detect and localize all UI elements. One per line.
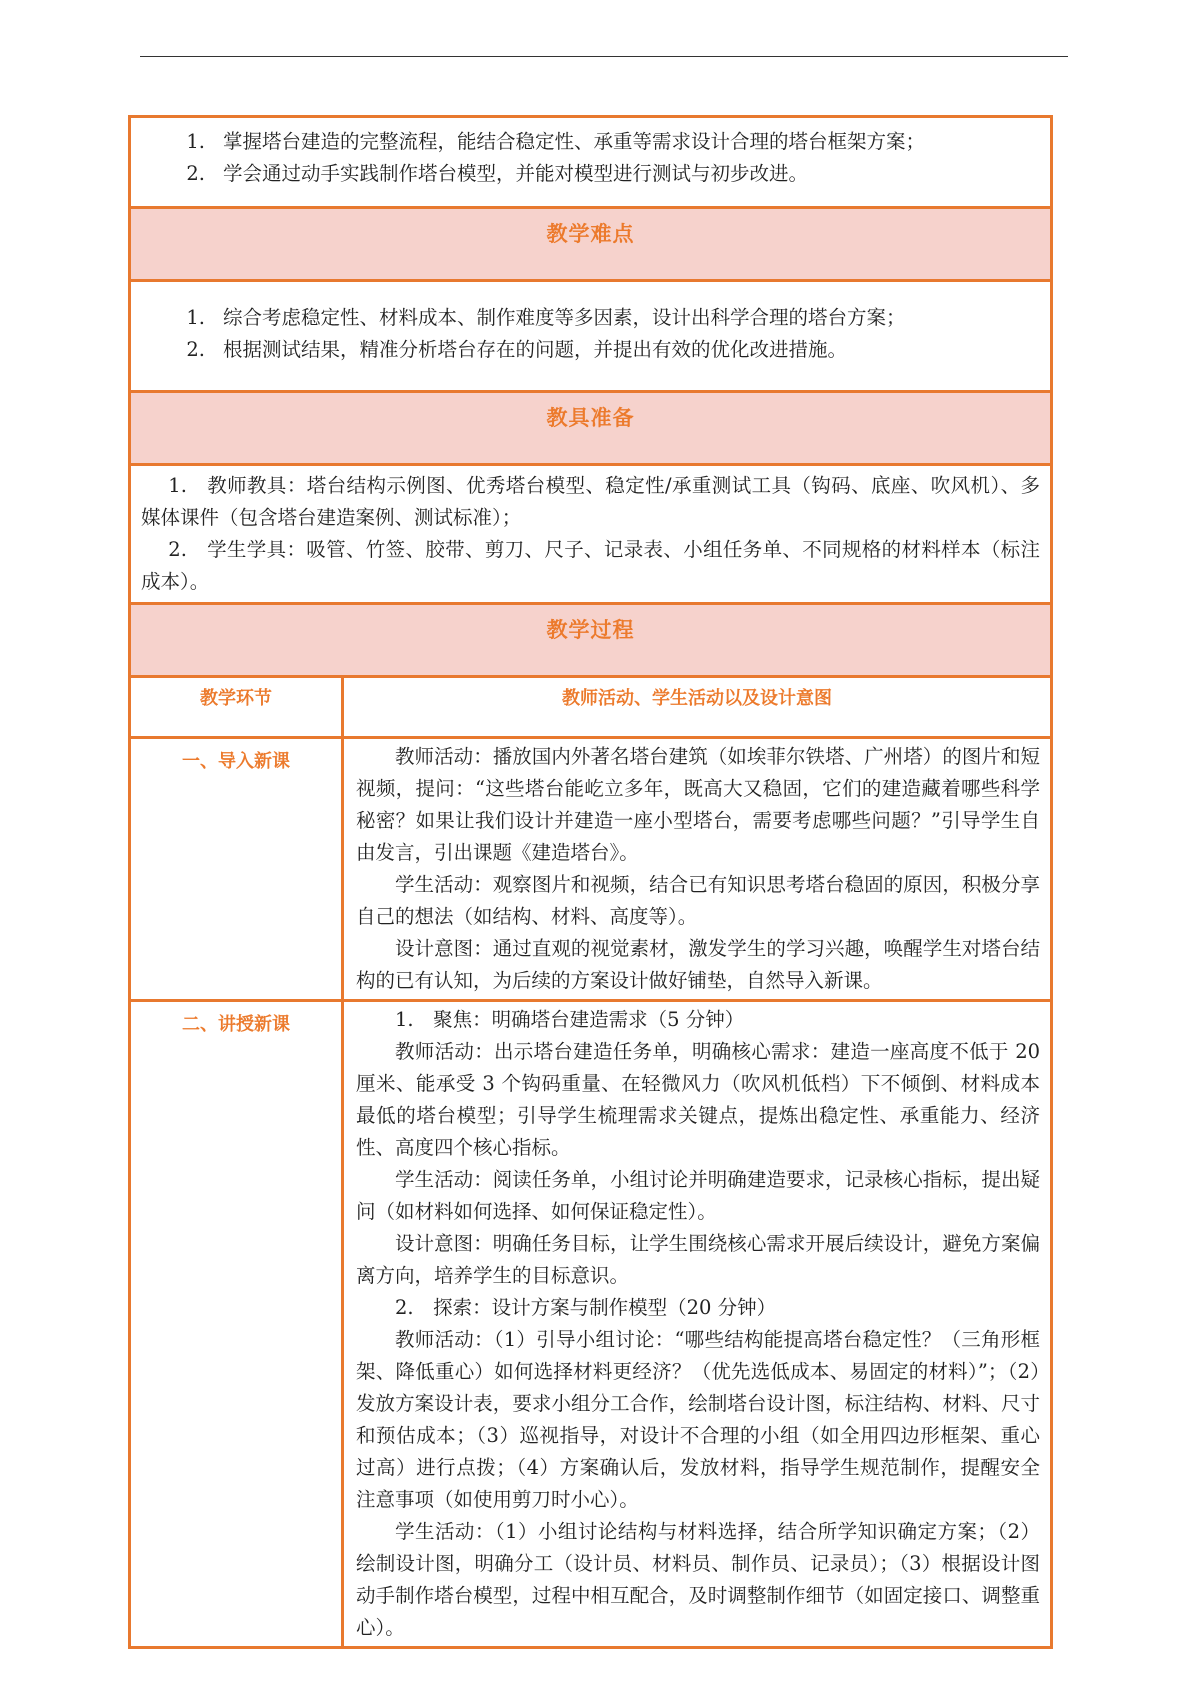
- item-number: 2.: [186, 162, 205, 185]
- teacher-activity: 教师活动：播放国内外著名塔台建筑（如埃菲尔铁塔、广州塔）的图片和短视频，提问：“这些塔台能屹立多年，既高大又稳固，它们的建造藏着哪些科学秘密？如果让我们设计并建造一座小型塔台，需要考虑哪些问题？”引导学生自由发言，引出课题《建造塔台》。: [356, 745, 1041, 864]
- design-intent: 设计意图：通过直观的视觉素材，激发学生的学习兴趣，唤醒学生对塔台结构的已有认知，为后续的方案设计做好铺垫，自然导入新课。: [356, 937, 1041, 992]
- stage-label: 一、导入新课: [130, 738, 343, 1001]
- subsection-heading: 2. 探索：设计方案与制作模型（20 分钟）: [395, 1296, 777, 1319]
- key-points-row: [130, 117, 1052, 208]
- item-number: 2.: [186, 338, 205, 361]
- tools-teacher: 1. 教师教具：塔台结构示例图、优秀塔台模型、稳定性/承重测试工具（钩码、底座、吹风机）、多媒体课件（包含塔台建造案例、测试标准）；: [141, 474, 1041, 529]
- stage-label: 二、讲授新课: [130, 1001, 343, 1648]
- design-intent: 设计意图：明确任务目标，让学生围绕核心需求开展后续设计，避免方案偏离方向，培养学生的目标意识。: [356, 1232, 1041, 1287]
- key-points-list: [130, 117, 1052, 208]
- list-item: [143, 126, 1038, 158]
- item-number: 1.: [186, 130, 205, 153]
- teacher-activity: 教师活动：出示塔台建造任务单，明确核心需求：建造一座高度不低于 20 厘米、能承受 3 个钩码重量、在轻微风力（吹风机低档）下不倾倒、材料成本最低的塔台模型；引导学生梳理需求关键点，提炼出稳定性、承重能力、经济性、高度四个核心指标。: [356, 1040, 1041, 1159]
- subsection-heading: 1. 聚焦：明确塔台建造需求（5 分钟）: [395, 1008, 745, 1031]
- section-title-tools: 教具准备: [130, 392, 1052, 465]
- student-activity: 学生活动：（1）小组讨论结构与材料选择，结合所学知识确定方案；（2）绘制设计图，明确分工（设计员、材料员、制作员、记录员）；（3）根据设计图动手制作塔台模型，过程中相互配合，及时调整制作细节（如固定接口、调整重心）。: [356, 1520, 1041, 1639]
- section-title-difficulties: 教学难点: [130, 208, 1052, 281]
- section-title-process: 教学过程: [130, 604, 1052, 677]
- list-item: [143, 302, 1038, 334]
- lesson-plan-table: [128, 115, 1053, 1649]
- table-row: [130, 738, 1052, 1001]
- stage-content: [343, 1001, 1052, 1648]
- column-header-stage: 教学环节: [130, 677, 343, 738]
- difficulties-list: [130, 281, 1052, 392]
- stage-content: [343, 738, 1052, 1001]
- list-item: [143, 334, 1038, 366]
- list-item: [143, 158, 1038, 190]
- item-text: 掌握塔台建造的完整流程，能结合稳定性、承重等需求设计合理的塔台框架方案；: [223, 130, 926, 153]
- student-activity: 学生活动：阅读任务单，小组讨论并明确建造要求，记录核心指标，提出疑问（如材料如何选择、如何保证稳定性）。: [356, 1168, 1041, 1223]
- tools-list: [130, 465, 1052, 604]
- tools-student: 2. 学生学具：吸管、竹签、胶带、剪刀、尺子、记录表、小组任务单、不同规格的材料样本（标注成本）。: [141, 538, 1041, 593]
- item-text: 综合考虑稳定性、材料成本、制作难度等多因素，设计出科学合理的塔台方案；: [223, 306, 906, 329]
- item-text: 学会通过动手实践制作塔台模型，并能对模型进行测试与初步改进。: [223, 162, 809, 185]
- student-activity: 学生活动：观察图片和视频，结合已有知识思考塔台稳固的原因，积极分享自己的想法（如结构、材料、高度等）。: [356, 873, 1041, 928]
- column-header-activity: 教师活动、学生活动以及设计意图: [343, 677, 1052, 738]
- item-number: 1.: [186, 306, 205, 329]
- table-row: [130, 1001, 1052, 1648]
- teacher-activity: 教师活动：（1）引导小组讨论：“哪些结构能提高塔台稳定性？（三角形框架、降低重心）如何选择材料更经济？（优先选低成本、易固定的材料）”；（2）发放方案设计表，要求小组分工合作，绘制塔台设计图，标注结构、材料、尺寸和预估成本；（3）巡视指导，对设计不合理的小组（如全用四边形框架、重心过高）进行点拨；（4）方案确认后，发放材料，指导学生规范制作，提醒安全注意事项（如使用剪刀时小心）。: [356, 1328, 1041, 1511]
- header-rule: [140, 56, 1068, 57]
- item-text: 根据测试结果，精准分析塔台存在的问题，并提出有效的优化改进措施。: [223, 338, 848, 361]
